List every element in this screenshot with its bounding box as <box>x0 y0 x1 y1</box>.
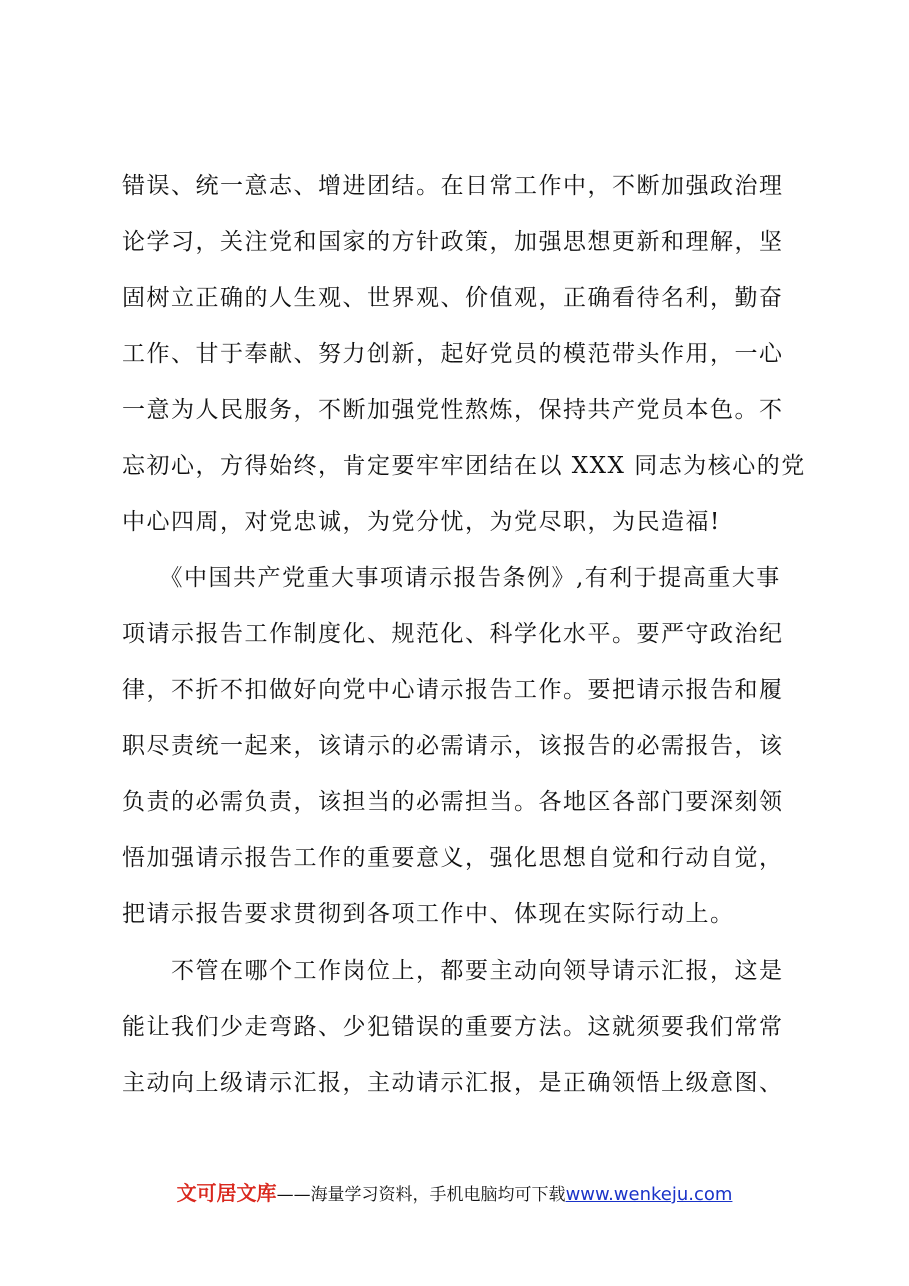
text-line: 不管在哪个工作岗位上，都要主动向领导请示汇报，这是 <box>122 958 784 984</box>
text-line: 《中国共产党重大事项请示报告条例》,有利于提高重大事 <box>122 565 781 591</box>
text-line: 把请示报告要求贯彻到各项工作中、体现在实际行动上。 <box>122 901 735 927</box>
text-line: 忘初心，方得始终，肯定要牢牢团结在以 XXX 同志为核心的党 <box>122 453 806 479</box>
footer-tagline: ——海量学习资料，手机电脑均可下载 <box>276 1185 566 1205</box>
paragraph-1 <box>122 158 806 550</box>
text-line: 工作、甘于奉献、努力创新，起好党员的模范带头作用，一心 <box>122 341 784 367</box>
text-line: 一意为人民服务，不断加强党性熬炼，保持共产党员本色。不 <box>122 397 784 423</box>
text-line: 职尽责统一起来，该请示的必需请示，该报告的必需报告，该 <box>122 733 784 759</box>
text-line: 律，不折不扣做好向党中心请示报告工作。要把请示报告和履 <box>122 677 784 703</box>
text-line: 错误、统一意志、增进团结。在日常工作中，不断加强政治理 <box>122 173 784 199</box>
paragraph-3 <box>122 943 802 1111</box>
website-link[interactable]: www.wenkeju.com <box>565 1184 733 1205</box>
text-line: 固树立正确的人生观、世界观、价值观，正确看待名利，勤奋 <box>122 285 784 311</box>
paragraph-2 <box>122 550 802 942</box>
brand-name: 文可居文库 <box>176 1181 277 1205</box>
text-line: 中心四周，对党忠诚，为党分忧，为党尽职，为民造福! <box>122 509 721 535</box>
footer-banner <box>0 1180 909 1208</box>
text-line: 论学习，关注党和国家的方针政策，加强思想更新和理解，坚 <box>122 229 784 255</box>
text-line: 负责的必需负责，该担当的必需担当。各地区各部门要深刻领 <box>122 789 784 815</box>
text-line: 主动向上级请示汇报，主动请示汇报，是正确领悟上级意图、 <box>122 1070 784 1096</box>
text-line: 能让我们少走弯路、少犯错误的重要方法。这就须要我们常常 <box>122 1014 784 1040</box>
text-line: 悟加强请示报告工作的重要意义，强化思想自觉和行动自觉， <box>122 845 784 871</box>
text-line: 项请示报告工作制度化、规范化、科学化水平。要严守政治纪 <box>122 621 784 647</box>
